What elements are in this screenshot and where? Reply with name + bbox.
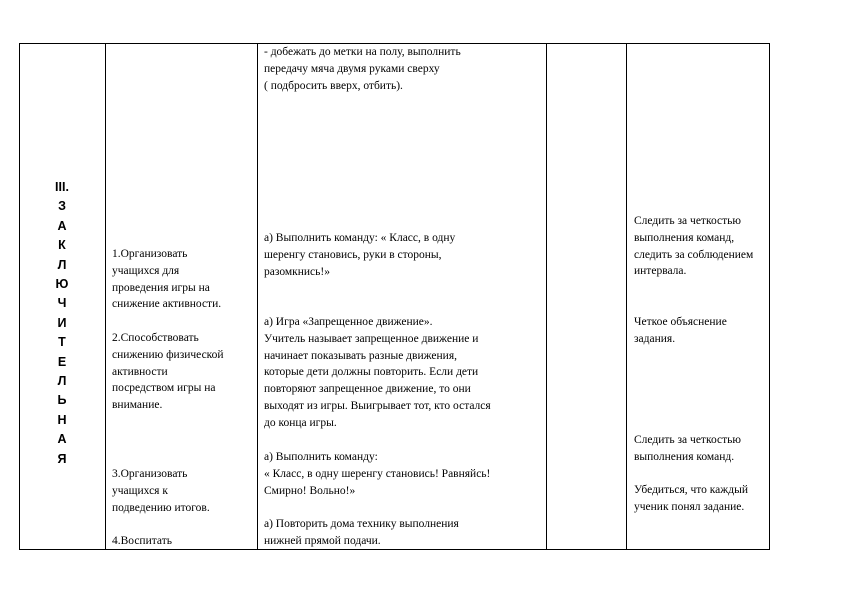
stage-label <box>20 178 104 469</box>
stage-letter: Л <box>57 374 67 389</box>
content-command-1: а) Выполнить команду: « Класс, в одну шеренгу становись, руки в стороны, разомкнись!» <box>264 232 456 278</box>
stage-letter: Е <box>57 354 67 369</box>
note-4: Убедиться, что каждый ученик понял задание. <box>634 484 748 513</box>
stage-letter: Ь <box>57 393 67 408</box>
goal-2: 2.Способствовать снижению физической активности посредством игры на внимание. <box>112 332 224 412</box>
column-border <box>257 43 258 550</box>
stage-letter: И <box>57 315 67 330</box>
content-homework: а) Повторить дома технику выполнения нижней прямой подачи. <box>264 518 459 547</box>
column-border <box>626 43 627 550</box>
stage-letter: Я <box>57 451 67 466</box>
goal-3: 3.Организовать учащихся к подведению итогов. <box>112 468 210 514</box>
stage-number: III. <box>55 180 69 194</box>
note-1: Следить за четкостью выполнения команд, следить за соблюдением интервала. <box>634 215 754 278</box>
goal-1: 1.Организовать учащихся для проведения игры на снижение активности. <box>112 248 222 311</box>
column-border <box>546 43 547 550</box>
stage-letter: А <box>57 432 67 447</box>
note-2: Четкое объяснение задания. <box>634 316 727 345</box>
content-command-2: а) Выполнить команду: « Класс, в одну шеренгу становись! Равняйсь! Смирно! Вольно!» <box>264 451 491 497</box>
stage-letter: Т <box>58 335 66 350</box>
stage-letter: Ю <box>55 277 69 292</box>
column-border <box>769 43 770 550</box>
stage-letter: А <box>57 218 67 233</box>
goal-4: 4.Воспитать <box>112 535 172 547</box>
stage-letter: З <box>58 199 66 214</box>
content-game: а) Игра «Запрещенное движение». Учитель называет запрещенное движение и начинает показывать разные движения, которые дети должны повторить. Если дети повторяют запрещенное движение, то они выходят из игры. Выигрывает тот, кто остался до конца игры. <box>264 316 491 429</box>
stage-letter: Н <box>57 412 67 427</box>
stage-letter: Ч <box>57 296 67 311</box>
stage-letter: Л <box>57 257 67 272</box>
stage-letter: К <box>58 238 66 253</box>
note-3: Следить за четкостью выполнения команд. <box>634 434 741 463</box>
content-top: - добежать до метки на полу, выполнить передачу мяча двумя руками сверху ( подбросить вверх, отбить). <box>264 46 461 92</box>
column-border <box>105 43 106 550</box>
